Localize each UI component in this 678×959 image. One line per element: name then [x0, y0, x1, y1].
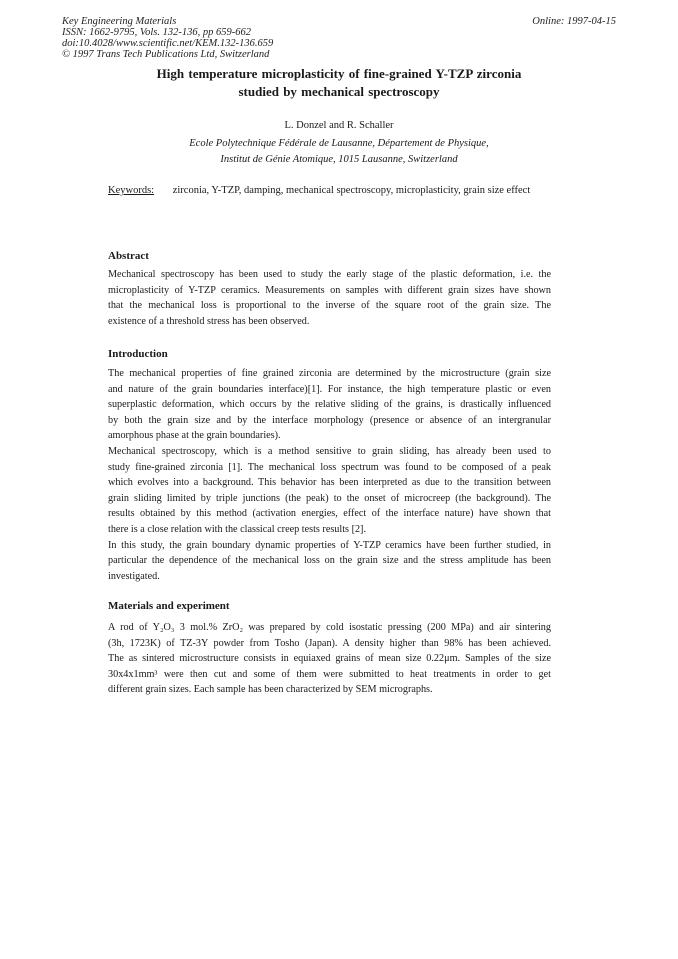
materials-line: A rod of Y₂O₃ 3 mol.% ZrO₂ was prepared by cold isostatic pressing (200 MPa) and air sintering — [108, 622, 551, 633]
journal-header — [62, 16, 273, 60]
introduction-line: The mechanical properties of fine grained zirconia are determined by the microstructure (grain size — [108, 368, 551, 379]
abstract-body — [108, 267, 551, 329]
introduction-line: and nature of the grain boundaries interface)[1]. For instance, the high temperature plastic or even — [108, 383, 551, 395]
title-line-1: High temperature microplasticity of fine-grained Y-TZP zirconia — [156, 66, 522, 81]
affiliation-line-2: Institut de Génie Atomique, 1015 Lausanne, Switzerland — [220, 153, 458, 165]
keywords-label: Keywords: — [108, 185, 155, 196]
introduction-line: results obtained by this method (activation energies, effect of the interface nature) have shown that — [108, 508, 551, 520]
paper-title — [60, 65, 618, 101]
introduction-line: there is a close relation with the classical creep tests results [2]. — [108, 523, 366, 535]
abstract-line: that the mechanical loss is proportional to the inverse of the square root of the grain size. The — [108, 300, 551, 312]
introduction-line: which evolves into a background. This behavior has been interpreted as due to the transition between — [108, 477, 551, 489]
introduction-line: by both the grain size and by the interface morphology (presence or absence of an intergranular — [108, 414, 551, 426]
affiliation — [60, 136, 618, 167]
introduction-line: amorphous phase at the grain boundaries). — [108, 430, 281, 442]
introduction-line: particular the dependence of the mechanical loss on the grain size and the stress amplitude has been — [108, 555, 551, 567]
online-date: Online: 1997-04-15 — [532, 16, 616, 27]
introduction-line: study fine-grained zirconia [1]. The mechanical loss spectrum was found to be composed of a peak — [108, 461, 551, 473]
materials-body — [108, 620, 551, 698]
materials-line: different grain sizes. Each sample has been characterized by SEM micrographs. — [108, 684, 433, 696]
keywords — [108, 184, 588, 197]
introduction-line: Mechanical spectroscopy, which is a method sensitive to grain sliding, has already been used to — [108, 445, 551, 457]
abstract-line: Mechanical spectroscopy has been used to study the early stage of the plastic deformation, i.e. the — [108, 269, 551, 280]
keywords-text: zirconia, Y-TZP, damping, mechanical spectroscopy, microplasticity, grain size effect — [172, 185, 531, 196]
copyright-line: © 1997 Trans Tech Publications Ltd, Switzerland — [62, 49, 270, 60]
abstract-line: existence of a threshold stress has been observed. — [108, 315, 310, 327]
affiliation-line-1: Ecole Polytechnique Fédérale de Lausanne, Département de Physique, — [189, 138, 489, 149]
introduction-body — [108, 366, 551, 584]
introduction-line: superplastic deformation, which occurs by the relative sliding of the grains, is drastically influenced — [108, 399, 551, 411]
authors: L. Donzel and R. Schaller — [284, 120, 394, 131]
abstract-line: microplasticity of Y-TZP ceramics. Measurements on samples with different grain sizes have shown — [108, 284, 551, 296]
materials-line: The as sintered microstructure consists in equiaxed grains of mean size 0.22μm. Samples of the size — [108, 653, 551, 665]
doi-line: doi:10.4028/www.scientific.net/KEM.132-136.659 — [62, 38, 274, 49]
introduction-line: investigated. — [108, 570, 160, 582]
abstract-heading: Abstract — [108, 250, 149, 262]
materials-line: 30x4x1mm³ were then cut and some of them were submitted to heat treatments in order to get — [108, 668, 551, 680]
journal-name: Key Engineering Materials — [62, 16, 177, 27]
materials-heading: Materials and experiment — [108, 600, 230, 612]
introduction-line: In this study, the grain boundary dynamic properties of Y-TZP ceramics have been further studied, in — [108, 539, 551, 551]
title-line-2: studied by mechanical spectroscopy — [238, 84, 440, 99]
materials-line: (3h, 1723K) of TZ-3Y powder from Tosho (Japan). A density higher than 98% has been achieved. — [108, 637, 551, 649]
issn-line: ISSN: 1662-9795, Vols. 132-136, pp 659-662 — [62, 27, 251, 38]
introduction-line: grain sliding limited by triple junctions (the peak) to the onset of microcreep (the background). The — [108, 492, 551, 504]
introduction-heading: Introduction — [108, 348, 168, 360]
